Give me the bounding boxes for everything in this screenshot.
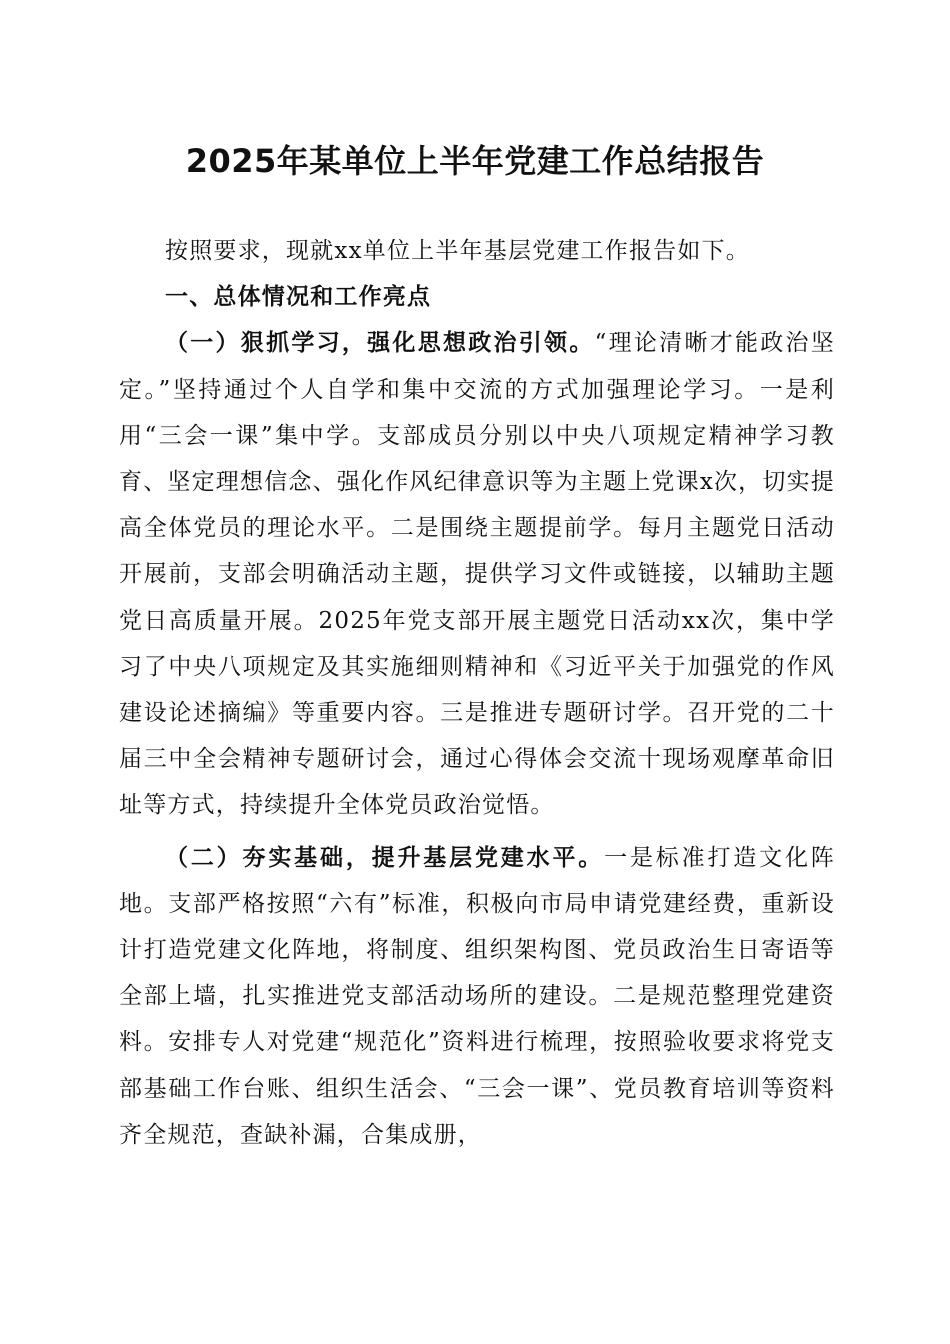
document-title: 2025年某单位上半年党建工作总结报告 — [185, 142, 765, 180]
paragraph-study — [119, 320, 835, 828]
section-heading: 一、总体情况和工作亮点 — [165, 284, 432, 311]
paragraph-foundation-text: 一是标准打造文化阵地。支部严格按照“六有”标准，积极向市局申请党建经费，重新设计打造党建文化阵地，将制度、组织架构图、党员政治生日寄语等全部上墙，扎实推进党支部活动场所的建设。二是规范整理党建资料。安排专人对党建“规范化”资料进行梳理，按照验收要求将党支部基础工作台账、组织生活会、“三会一课”、党员教育培训等资料齐全规范，查缺补漏，合集成册， — [119, 844, 835, 1148]
paragraph-foundation — [119, 835, 835, 1158]
document-body — [119, 228, 835, 1158]
intro-paragraph: 按照要求，现就xx单位上半年基层党建工作报告如下。 — [165, 238, 750, 264]
paragraph-study-lead: （一）狠抓学习，强化思想政治引领。 — [165, 330, 595, 357]
paragraph-study-text: “理论清晰才能政治坚定。”坚持通过个人自学和集中交流的方式加强理论学习。一是利用“三会一课”集中学。支部成员分别以中央八项规定精神学习教育、坚定理想信念、强化作风纪律意识等为主题上党课x次，切实提高全体党员的理论水平。二是围绕主题提前学。每月主题党日活动开展前，支部会明确活动主题，提供学习文件或链接，以辅助主题党日高质量开展。2025年党支部开展主题党日活动xx次，集中学习了中央八项规定及其实施细则精神和《习近平关于加强党的作风建设论述摘编》等重要内容。三是推进专题研讨学。召开党的二十届三中全会精神专题研讨会，通过心得体会交流十现场观摩革命旧址等方式，持续提升全体党员政治觉悟。 — [119, 330, 836, 819]
paragraph-foundation-lead: （二）夯实基础，提升基层党建水平。 — [165, 844, 605, 871]
